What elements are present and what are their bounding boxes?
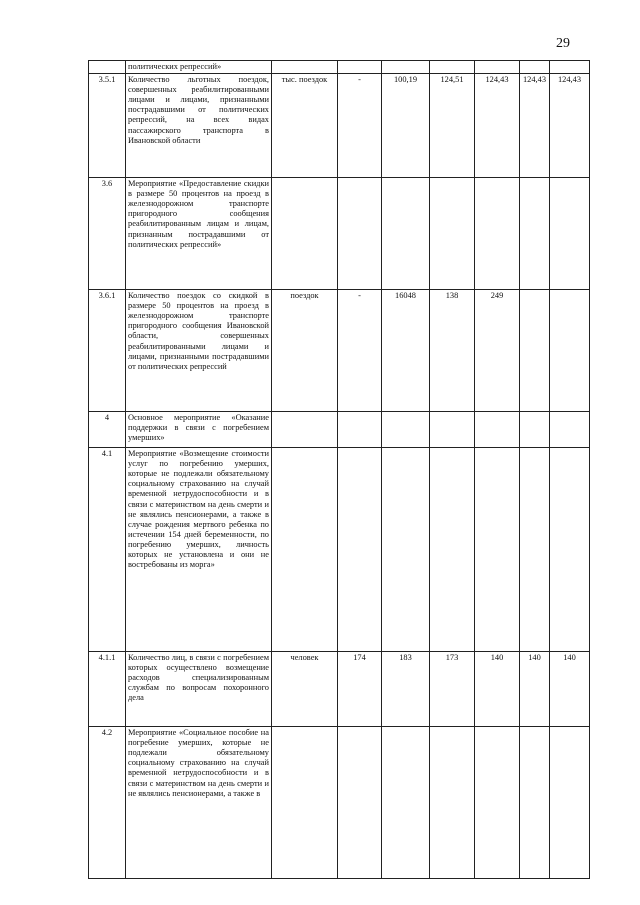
row-number: 3.6 <box>89 178 126 290</box>
row-description: Количество поездок со скидкой в размере 50 процентов на проезд в железнодорожном транспорте пригородного сообщения Ивановской области, совершенных реабилитированными лицами и лицами, признанными пострадавшими от политических репрессий <box>126 290 272 412</box>
row-description: Мероприятие «Социальное пособие на погребение умерших, которые не подлежали обязательному социальному страхованию на случай временной нетрудоспособности и в связи с материнством на день смерти и не являлись пенсионерами, а также в <box>126 727 272 879</box>
row-value <box>338 61 382 74</box>
row-value <box>338 727 382 879</box>
row-value <box>550 412 590 448</box>
row-value <box>382 448 430 652</box>
row-value: 140 <box>520 652 550 727</box>
row-description: Мероприятие «Возмещение стоимости услуг по погребению умерших, которые не подлежали обязательному социальному страхованию на случай временной нетрудоспособности и в связи с материнством на день смерти и не являлись пенсионерами, а также в случае рождения мертвого ребенка по истечении 154 дней беременности, по погребению умерших, личность которых не установлена и они не востребованы из морга» <box>126 448 272 652</box>
row-value <box>430 727 475 879</box>
row-value <box>475 727 520 879</box>
row-value <box>430 61 475 74</box>
table-row <box>89 652 590 727</box>
table-row <box>89 178 590 290</box>
row-description: Основное мероприятие «Оказание поддержки в связи с погребением умерших» <box>126 412 272 448</box>
row-value <box>430 412 475 448</box>
row-value: 140 <box>475 652 520 727</box>
row-unit: тыс. поездок <box>272 74 338 178</box>
row-value <box>520 448 550 652</box>
row-value: 16048 <box>382 290 430 412</box>
row-value <box>520 727 550 879</box>
indicators-table <box>88 60 590 879</box>
table-row <box>89 290 590 412</box>
row-value <box>520 290 550 412</box>
row-value <box>520 178 550 290</box>
row-value <box>550 178 590 290</box>
table-row <box>89 61 590 74</box>
table-row <box>89 727 590 879</box>
row-value <box>550 727 590 879</box>
row-value <box>382 178 430 290</box>
row-unit <box>272 448 338 652</box>
row-value: 124,43 <box>550 74 590 178</box>
row-value <box>475 178 520 290</box>
row-number: 4.2 <box>89 727 126 879</box>
row-value: 249 <box>475 290 520 412</box>
row-value <box>338 448 382 652</box>
table-row <box>89 74 590 178</box>
row-unit: поездок <box>272 290 338 412</box>
row-value <box>520 412 550 448</box>
row-value <box>550 448 590 652</box>
row-value: 173 <box>430 652 475 727</box>
row-description: Количество льготных поездок, совершенных реабилитированными лицами и лицами, признанными пострадавшими от политических репрессий, на всех видах пассажирского транспорта в Ивановской области <box>126 74 272 178</box>
page-number: 29 <box>556 36 570 51</box>
row-number: 3.5.1 <box>89 74 126 178</box>
row-value <box>382 61 430 74</box>
row-value: 140 <box>550 652 590 727</box>
row-value: 124,43 <box>520 74 550 178</box>
row-description: Мероприятие «Предоставление скидки в размере 50 процентов на проезд в железнодорожном транспорте пригородного сообщения реабилитированным лицам и лицам, признанным пострадавшими от политических репрессий» <box>126 178 272 290</box>
row-value <box>382 412 430 448</box>
table-row <box>89 412 590 448</box>
row-unit <box>272 178 338 290</box>
row-unit <box>272 412 338 448</box>
row-unit <box>272 727 338 879</box>
row-value <box>550 61 590 74</box>
row-value <box>475 448 520 652</box>
row-value: 124,51 <box>430 74 475 178</box>
row-value: 100,19 <box>382 74 430 178</box>
row-value: - <box>338 74 382 178</box>
row-description: политических репрессий» <box>126 61 272 74</box>
row-value: 174 <box>338 652 382 727</box>
row-value <box>475 61 520 74</box>
row-number: 4.1.1 <box>89 652 126 727</box>
row-value <box>382 727 430 879</box>
row-value <box>520 61 550 74</box>
row-number: 4.1 <box>89 448 126 652</box>
row-value: 183 <box>382 652 430 727</box>
row-unit: человек <box>272 652 338 727</box>
row-unit <box>272 61 338 74</box>
row-value: - <box>338 290 382 412</box>
row-value: 138 <box>430 290 475 412</box>
row-value: 124,43 <box>475 74 520 178</box>
row-value <box>430 178 475 290</box>
row-number: 3.6.1 <box>89 290 126 412</box>
row-number: 4 <box>89 412 126 448</box>
table-row <box>89 448 590 652</box>
row-number <box>89 61 126 74</box>
row-value <box>338 412 382 448</box>
row-value <box>475 412 520 448</box>
row-value <box>430 448 475 652</box>
row-value <box>550 290 590 412</box>
row-value <box>338 178 382 290</box>
row-description: Количество лиц, в связи с погребением которых осуществлено возмещение расходов специализированным службам по вопросам похоронного дела <box>126 652 272 727</box>
